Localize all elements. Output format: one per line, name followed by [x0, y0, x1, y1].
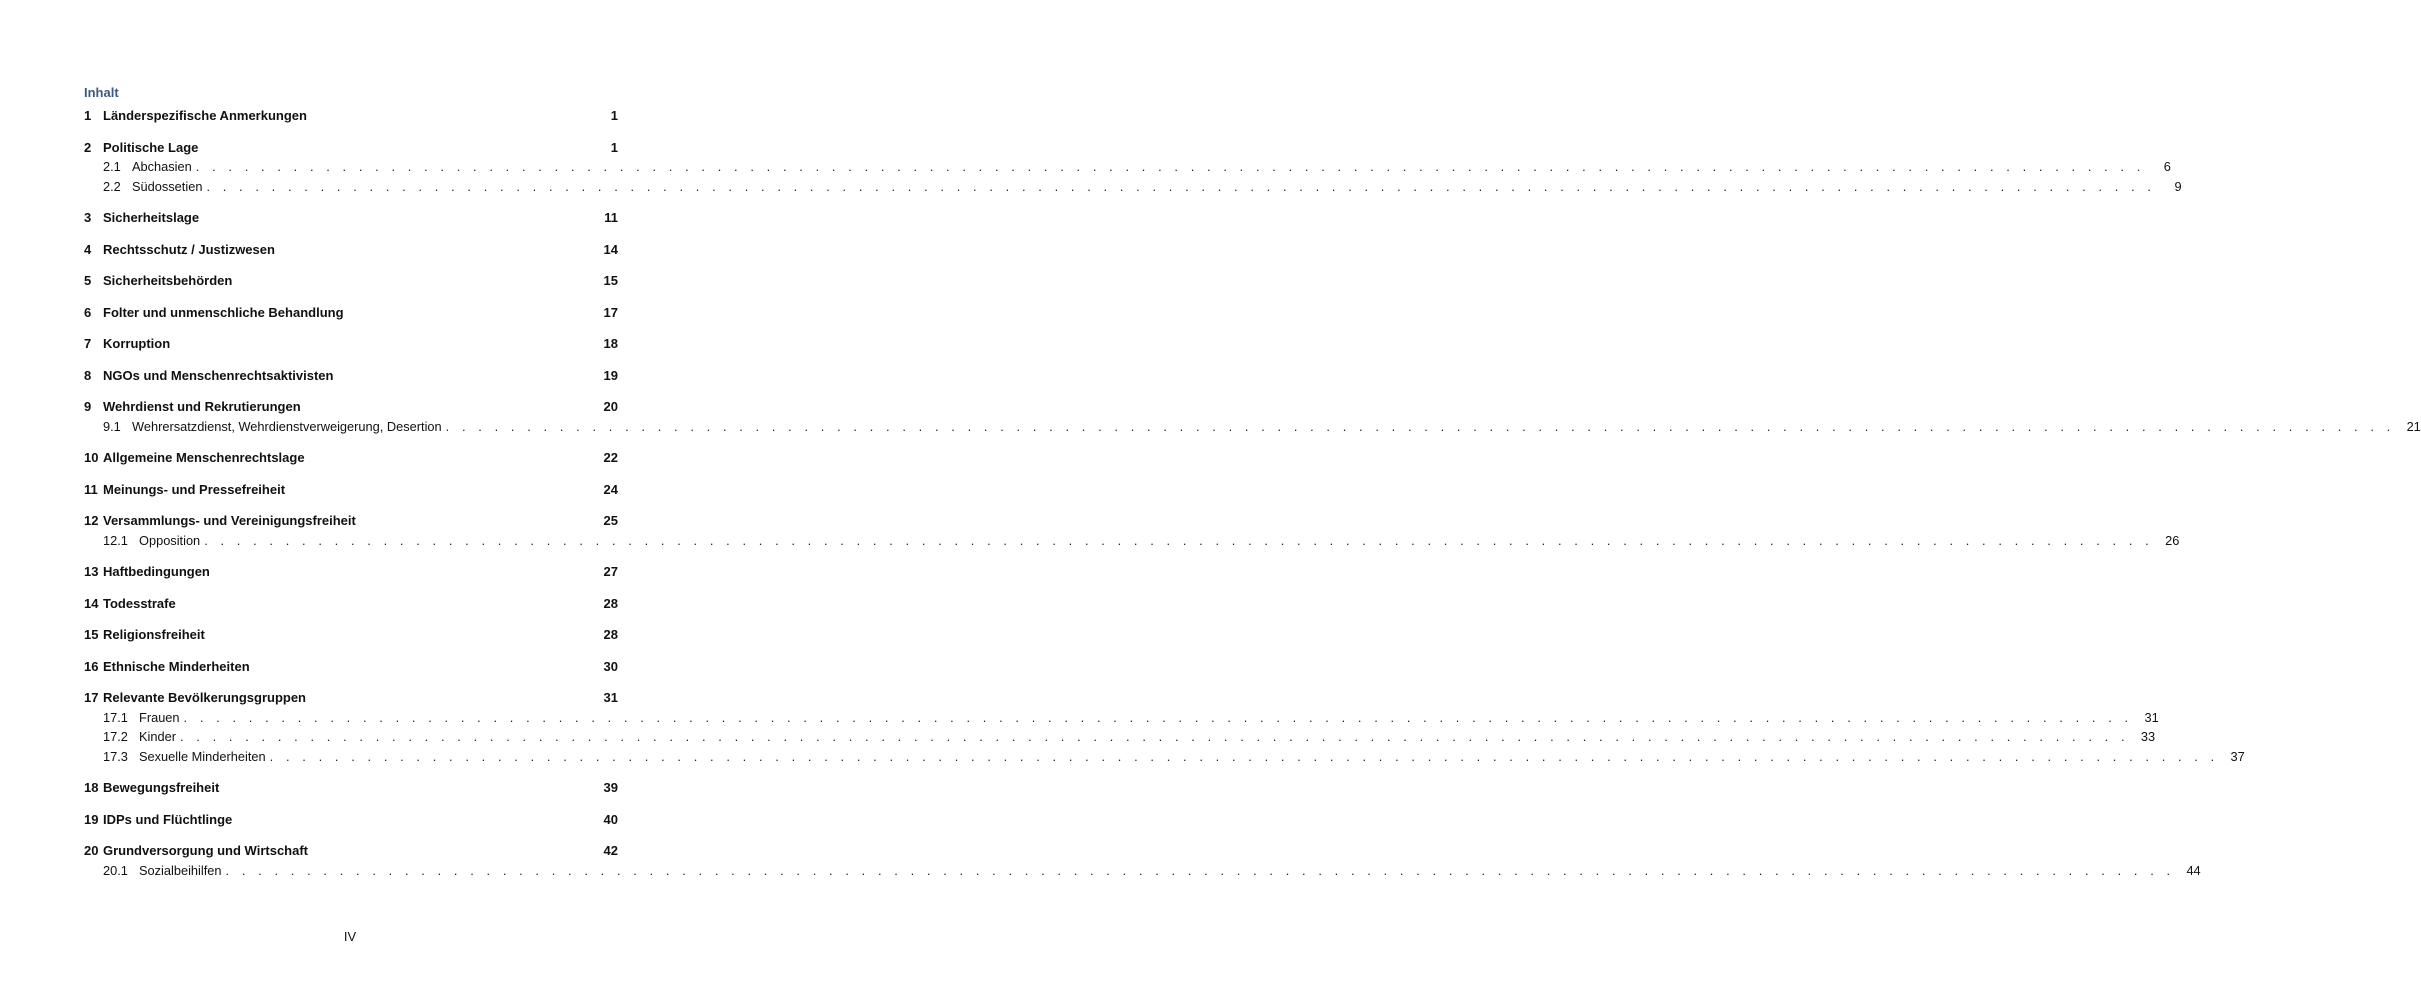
toc-entry-number: 15 [84, 627, 99, 642]
toc-entry-page: 15 [603, 273, 618, 288]
toc-entry[interactable] [84, 810, 618, 830]
toc-entry-page: 18 [603, 336, 618, 351]
toc-subentry-number: 2.2 [103, 178, 121, 194]
toc-entry-page: 20 [603, 399, 618, 414]
dot-leader: . . . . . . . . . . . . . . . . . . . . . . . . . . . . . . . . . . . . . . . . . . . . . . . . . . . . . . . . . . . . . . . . . . . . . . . . . . . . . . . . . . . . . . . . . . . . . . . . . . . . . . . . . . . . . . . . . . . . . . . . [180, 729, 2130, 744]
toc-chapter [84, 810, 618, 830]
toc-entry-page: 22 [603, 450, 618, 465]
toc-entry-page: 25 [603, 513, 618, 528]
toc-entry-title: Länderspezifische Anmerkungen [103, 108, 307, 123]
toc-entry-number: 10 [84, 450, 99, 465]
toc-entry-number: 2 [84, 139, 92, 155]
dot-leader: . . . . . . . . . . . . . . . . . . . . . . . . . . . . . . . . . . . . . . . . . . . . . . . . . . . . . . . . . . . . . . . . . . . . . . . . . . . . . . . . . . . . . . . . . . . . . . . . . . . . . . . . . . . . . . . . . . . . . . . . [204, 532, 2154, 548]
toc-entry-title: IDPs und Flüchtlinge [103, 811, 233, 827]
toc-entry-title: Politische Lage [103, 139, 199, 155]
toc-subentry-number: 9.1 [103, 418, 121, 434]
toc-subentry-number: 12.1 [103, 532, 128, 548]
toc-entry-title: Relevante Bevölkerungsgruppen [103, 690, 306, 705]
toc-entry-title: Todesstrafe [103, 595, 176, 611]
toc-entry-title: Grundversorgung und Wirtschaft [103, 843, 308, 858]
toc-subentry-number: 20.1 [103, 862, 128, 878]
toc-subentry-number: 17.3 [103, 748, 128, 764]
toc-entry[interactable] [84, 594, 618, 614]
toc-entry-number: 17 [84, 690, 99, 705]
toc-entry[interactable] [84, 511, 618, 531]
toc-subentry[interactable] [84, 177, 2182, 197]
toc-chapter [84, 448, 618, 468]
toc-entry-number: 11 [84, 481, 98, 497]
toc-subentry-number: 17.2 [103, 729, 128, 744]
dot-leader: . . . . . . . . . . . . . . . . . . . . . . . . . . . . . . . . . . . . . . . . . . . . . . . . . . . . . . . . . . . . . . . . . . . . . . . . . . . . . . . . . . . . . . . . . . . . . . . . . . . . . . . . . . . . . . . . . . . . . . . . [183, 709, 2133, 725]
toc-chapter [84, 480, 618, 500]
toc-entry-number: 6 [84, 304, 92, 320]
toc-entry-number: 20 [84, 843, 99, 858]
toc-chapter [84, 688, 2245, 766]
page-number-footer: IV [343, 929, 357, 944]
toc-subentry-page: 21 [2406, 418, 2421, 434]
toc-entry[interactable] [84, 271, 618, 291]
toc-entry[interactable] [84, 778, 618, 798]
toc-entry-page: 1 [610, 139, 618, 155]
toc-chapter [84, 511, 2180, 550]
toc-subentry-page: 44 [2186, 862, 2201, 878]
toc-entry-title: Korruption [103, 336, 171, 351]
toc-subentry-title: Sexuelle Minderheiten [139, 748, 266, 764]
toc-subentry-number: 17.1 [103, 709, 128, 725]
toc-entry[interactable] [84, 480, 618, 500]
toc-chapter [84, 366, 618, 386]
toc-subentry-number: 2.1 [103, 159, 121, 174]
toc-entry[interactable] [84, 106, 618, 126]
toc-chapter [84, 138, 2182, 197]
toc-subentry-title: Frauen [139, 709, 180, 725]
toc-entry-page: 27 [603, 564, 618, 579]
toc-chapter [84, 594, 618, 614]
toc-entry-page: 17 [603, 304, 618, 320]
toc-chapter [84, 106, 618, 126]
toc-entry-number: 18 [84, 780, 99, 795]
toc-chapter [84, 841, 2201, 880]
toc-subentry-title: Sozialbeihilfen [139, 862, 222, 878]
table-of-contents [84, 106, 2421, 892]
dot-leader: . . . . . . . . . . . . . . . . . . . . . . . . . . . . . . . . . . . . . . . . . . . . . . . . . . . . . . . . . . . . . . . . . . . . . . . . . . . . . . . . . . . . . . . . . . . . . . . . . . . . . . . . . . . . . . . . . . . . . . . . [225, 862, 2175, 878]
toc-subentry[interactable] [84, 708, 2159, 728]
toc-subentry[interactable] [84, 417, 2421, 437]
toc-chapter [84, 334, 618, 354]
dot-leader: . . . . . . . . . . . . . . . . . . . . . . . . . . . . . . . . . . . . . . . . . . . . . . . . . . . . . . . . . . . . . . . . . . . . . . . . . . . . . . . . . . . . . . . . . . . . . . . . . . . . . . . . . . . . . . . . . . . . . . . . [445, 418, 2395, 434]
toc-subentry-title: Kinder [139, 729, 176, 744]
toc-entry-title: Allgemeine Menschenrechtslage [103, 450, 305, 465]
toc-entry-page: 24 [603, 481, 618, 497]
toc-subentry-title: Wehrersatzdienst, Wehrdienstverweigerung, Desertion [132, 418, 442, 434]
toc-entry-title: Sicherheitsbehörden [103, 273, 233, 288]
toc-chapter [84, 303, 618, 323]
toc-entry[interactable] [84, 841, 618, 861]
toc-entry-title: Bewegungsfreiheit [103, 780, 220, 795]
toc-entry[interactable] [84, 688, 618, 708]
toc-entry-title: Versammlungs- und Vereinigungsfreiheit [103, 513, 356, 528]
toc-entry-title: Religionsfreiheit [103, 627, 205, 642]
toc-entry[interactable] [84, 240, 618, 260]
toc-subentry[interactable] [84, 861, 2201, 881]
toc-entry-page: 14 [603, 241, 618, 257]
dot-leader: . . . . . . . . . . . . . . . . . . . . . . . . . . . . . . . . . . . . . . . . . . . . . . . . . . . . . . . . . . . . . . . . . . . . . . . . . . . . . . . . . . . . . . . . . . . . . . . . . . . . . . . . . . . . . . . . . . . . . . . . [195, 159, 2145, 174]
toc-entry-page: 1 [610, 108, 618, 123]
toc-entry-number: 13 [84, 564, 99, 579]
toc-chapter [84, 657, 618, 677]
toc-subentry[interactable] [84, 531, 2180, 551]
toc-entry-number: 3 [84, 210, 92, 225]
toc-chapter [84, 208, 618, 228]
toc-subentry[interactable] [84, 747, 2245, 767]
toc-entry-page: 19 [603, 367, 618, 383]
toc-subentry-title: Abchasien [132, 159, 192, 174]
toc-entry-title: NGOs und Menschenrechtsaktivisten [103, 367, 334, 383]
toc-chapter [84, 397, 2421, 436]
toc-entry-page: 28 [603, 627, 618, 642]
toc-subentry-page: 9 [2174, 178, 2182, 194]
toc-entry-page: 28 [603, 595, 618, 611]
toc-entry-title: Rechtsschutz / Justizwesen [103, 241, 275, 257]
toc-entry-number: 19 [84, 811, 99, 827]
toc-entry[interactable] [84, 625, 618, 645]
toc-entry-title: Folter und unmenschliche Behandlung [103, 304, 344, 320]
toc-entry[interactable] [84, 562, 618, 582]
toc-entry-number: 5 [84, 273, 92, 288]
toc-entry[interactable] [84, 657, 618, 677]
toc-entry-number: 7 [84, 336, 92, 351]
toc-subentry-title: Südossetien [132, 178, 203, 194]
toc-entry-title: Wehrdienst und Rekrutierungen [103, 399, 301, 414]
toc-chapter [84, 271, 618, 291]
toc-entry-title: Sicherheitslage [103, 210, 200, 225]
dot-leader: . . . . . . . . . . . . . . . . . . . . . . . . . . . . . . . . . . . . . . . . . . . . . . . . . . . . . . . . . . . . . . . . . . . . . . . . . . . . . . . . . . . . . . . . . . . . . . . . . . . . . . . . . . . . . . . . . . . . . . . . [206, 178, 2156, 194]
toc-entry-number: 9 [84, 399, 92, 414]
toc-chapter [84, 625, 618, 645]
toc-entry[interactable] [84, 303, 618, 323]
toc-entry-title: Haftbedingungen [103, 564, 210, 579]
toc-chapter [84, 778, 618, 798]
toc-entry-number: 12 [84, 513, 99, 528]
toc-entry-number: 14 [84, 595, 99, 611]
toc-subentry[interactable] [84, 157, 2171, 177]
toc-subentry-page: 33 [2140, 729, 2156, 744]
toc-subentry-page: 26 [2165, 532, 2180, 548]
toc-entry-title: Meinungs- und Pressefreiheit [103, 481, 286, 497]
toc-subentry-title: Opposition [139, 532, 201, 548]
toc-entry-number: 16 [84, 658, 99, 674]
toc-entry[interactable] [84, 366, 618, 386]
toc-chapter [84, 240, 618, 260]
toc-entry-page: 31 [603, 690, 618, 705]
toc-heading: Inhalt [84, 85, 119, 100]
toc-entry-page: 30 [603, 658, 618, 674]
toc-entry-page: 39 [603, 780, 618, 795]
toc-entry-number: 4 [84, 241, 92, 257]
toc-entry[interactable] [84, 138, 618, 158]
toc-entry[interactable] [84, 208, 618, 228]
toc-entry-title: Ethnische Minderheiten [103, 658, 250, 674]
toc-entry[interactable] [84, 448, 618, 468]
toc-entry-page: 40 [603, 811, 618, 827]
dot-leader: . . . . . . . . . . . . . . . . . . . . . . . . . . . . . . . . . . . . . . . . . . . . . . . . . . . . . . . . . . . . . . . . . . . . . . . . . . . . . . . . . . . . . . . . . . . . . . . . . . . . . . . . . . . . . . . . . . . . . . . . [269, 748, 2219, 764]
toc-entry-number: 1 [84, 108, 92, 123]
toc-subentry-page: 31 [2144, 709, 2159, 725]
toc-chapter [84, 562, 618, 582]
toc-subentry-page: 6 [2163, 159, 2171, 174]
toc-entry-number: 8 [84, 367, 92, 383]
toc-entry-page: 11 [604, 210, 618, 225]
toc-subentry[interactable] [84, 727, 2156, 747]
toc-entry[interactable] [84, 334, 618, 354]
toc-subentry-page: 37 [2230, 748, 2245, 764]
toc-entry-page: 42 [603, 843, 618, 858]
toc-entry[interactable] [84, 397, 618, 417]
